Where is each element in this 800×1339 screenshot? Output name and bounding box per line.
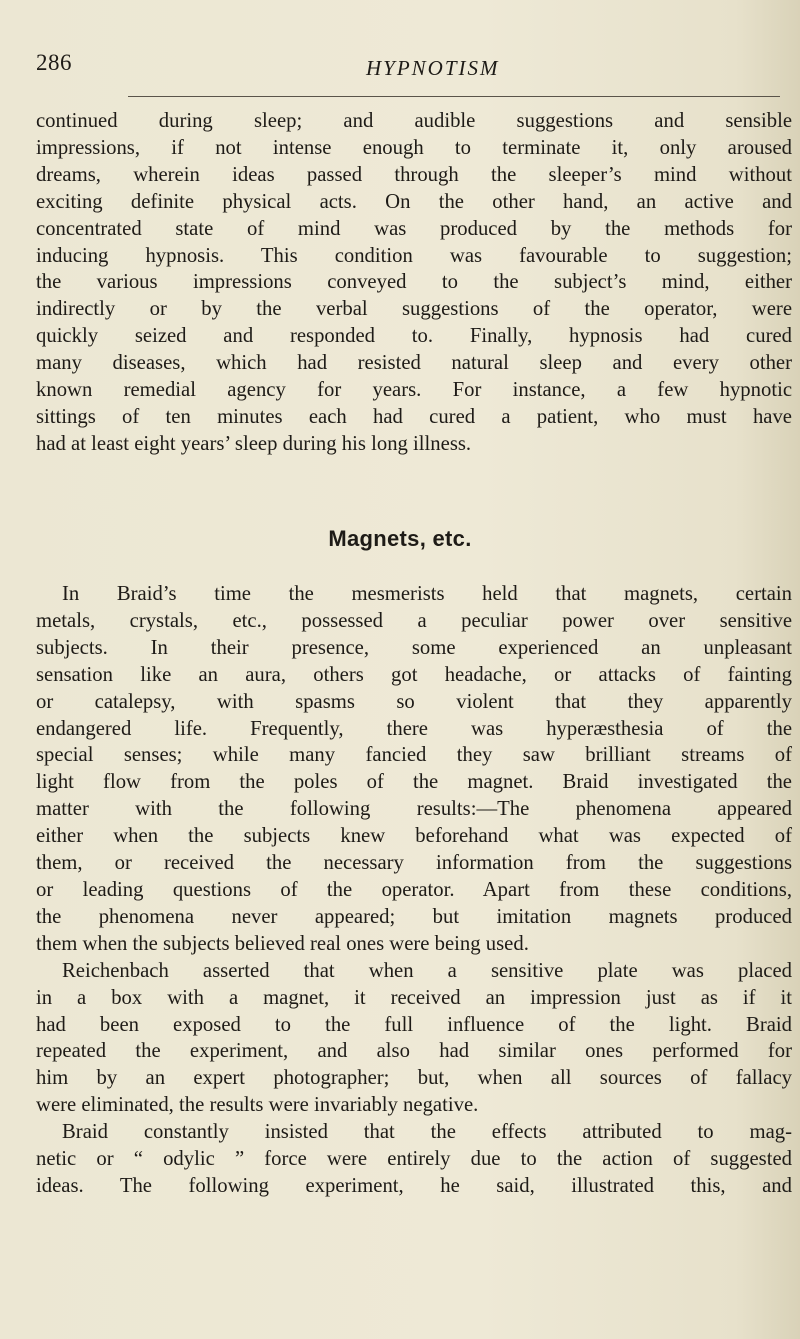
text-line: netic or “ odylic ” force were entirely due to the action of suggested (36, 1148, 792, 1171)
page-number: 286 (36, 50, 72, 75)
text-line: quickly seized and responded to. Finally, hypnosis had cured (36, 325, 792, 348)
text-line: had been exposed to the full influence of the light. Braid (36, 1013, 792, 1036)
section-heading: Magnets, etc. (328, 526, 472, 551)
running-title: HYPNOTISM (366, 56, 500, 80)
text-line: endangered life. Frequently, there was hyperæsthesia of the (36, 717, 792, 740)
text-line: the phenomena never appeared; but imitation magnets produced (36, 905, 792, 928)
text-line: impressions, if not intense enough to terminate it, only aroused (36, 136, 792, 159)
text-line: continued during sleep; and audible suggestions and sensible (36, 110, 792, 132)
text-line: inducing hypnosis. This condition was favourable to suggestion; (36, 244, 792, 267)
text-line: dreams, wherein ideas passed through the sleeper’s mind without (36, 163, 792, 186)
text-line: were eliminated, the results were invariably negative. (36, 1094, 479, 1117)
text-line: concentrated state of mind was produced by the methods for (36, 217, 792, 240)
text-line: special senses; while many fancied they saw brilliant streams of (36, 744, 792, 767)
text-line: Braid constantly insisted that the effects attributed to mag- (62, 1121, 792, 1144)
text-line: either when the subjects knew beforehand what was expected of (36, 825, 792, 848)
text-line: ideas. The following experiment, he said, illustrated this, and (36, 1174, 792, 1197)
text-line: in a box with a magnet, it received an impression just as if it (36, 986, 792, 1009)
paragraph-magnets (36, 581, 792, 1200)
text-line: sensation like an aura, others got headache, or attacks of fainting (36, 663, 792, 686)
text-line: or catalepsy, with spasms so violent that they apparently (36, 690, 792, 713)
text-line: them when the subjects believed real ones were being used. (36, 932, 529, 955)
text-line: many diseases, which had resisted natural sleep and every other (36, 352, 792, 375)
text-line: In Braid’s time the mesmerists held that magnets, certain (62, 583, 792, 605)
text-line: him by an expert photographer; but, when all sources of fallacy (36, 1067, 792, 1090)
text-line: known remedial agency for years. For instance, a few hypnotic (36, 379, 792, 402)
text-line: subjects. In their presence, some experienced an unpleasant (36, 636, 792, 659)
text-line: or leading questions of the operator. Apart from these conditions, (36, 878, 792, 901)
text-line: light flow from the poles of the magnet. Braid investigated the (36, 771, 792, 794)
text-line: sittings of ten minutes each had cured a patient, who must have (36, 405, 792, 428)
text-line: metals, crystals, etc., possessed a peculiar power over sensitive (36, 609, 792, 632)
page-header (36, 50, 760, 92)
text-line: exciting definite physical acts. On the other hand, an active and (36, 190, 792, 213)
paragraph-continued (36, 108, 792, 458)
text-line: indirectly or by the verbal suggestions of the operator, were (36, 298, 792, 321)
header-rule (128, 96, 780, 97)
text-line: the various impressions conveyed to the subject’s mind, either (36, 271, 792, 294)
text-line: matter with the following results:—The phenomena appeared (36, 798, 792, 821)
text-line: had at least eight years’ sleep during his long illness. (36, 432, 472, 455)
text-line: them, or received the necessary information from the suggestions (36, 852, 792, 875)
text-line: repeated the experiment, and also had similar ones performed for (36, 1040, 792, 1063)
text-line: Reichenbach asserted that when a sensitive plate was placed (62, 959, 792, 982)
